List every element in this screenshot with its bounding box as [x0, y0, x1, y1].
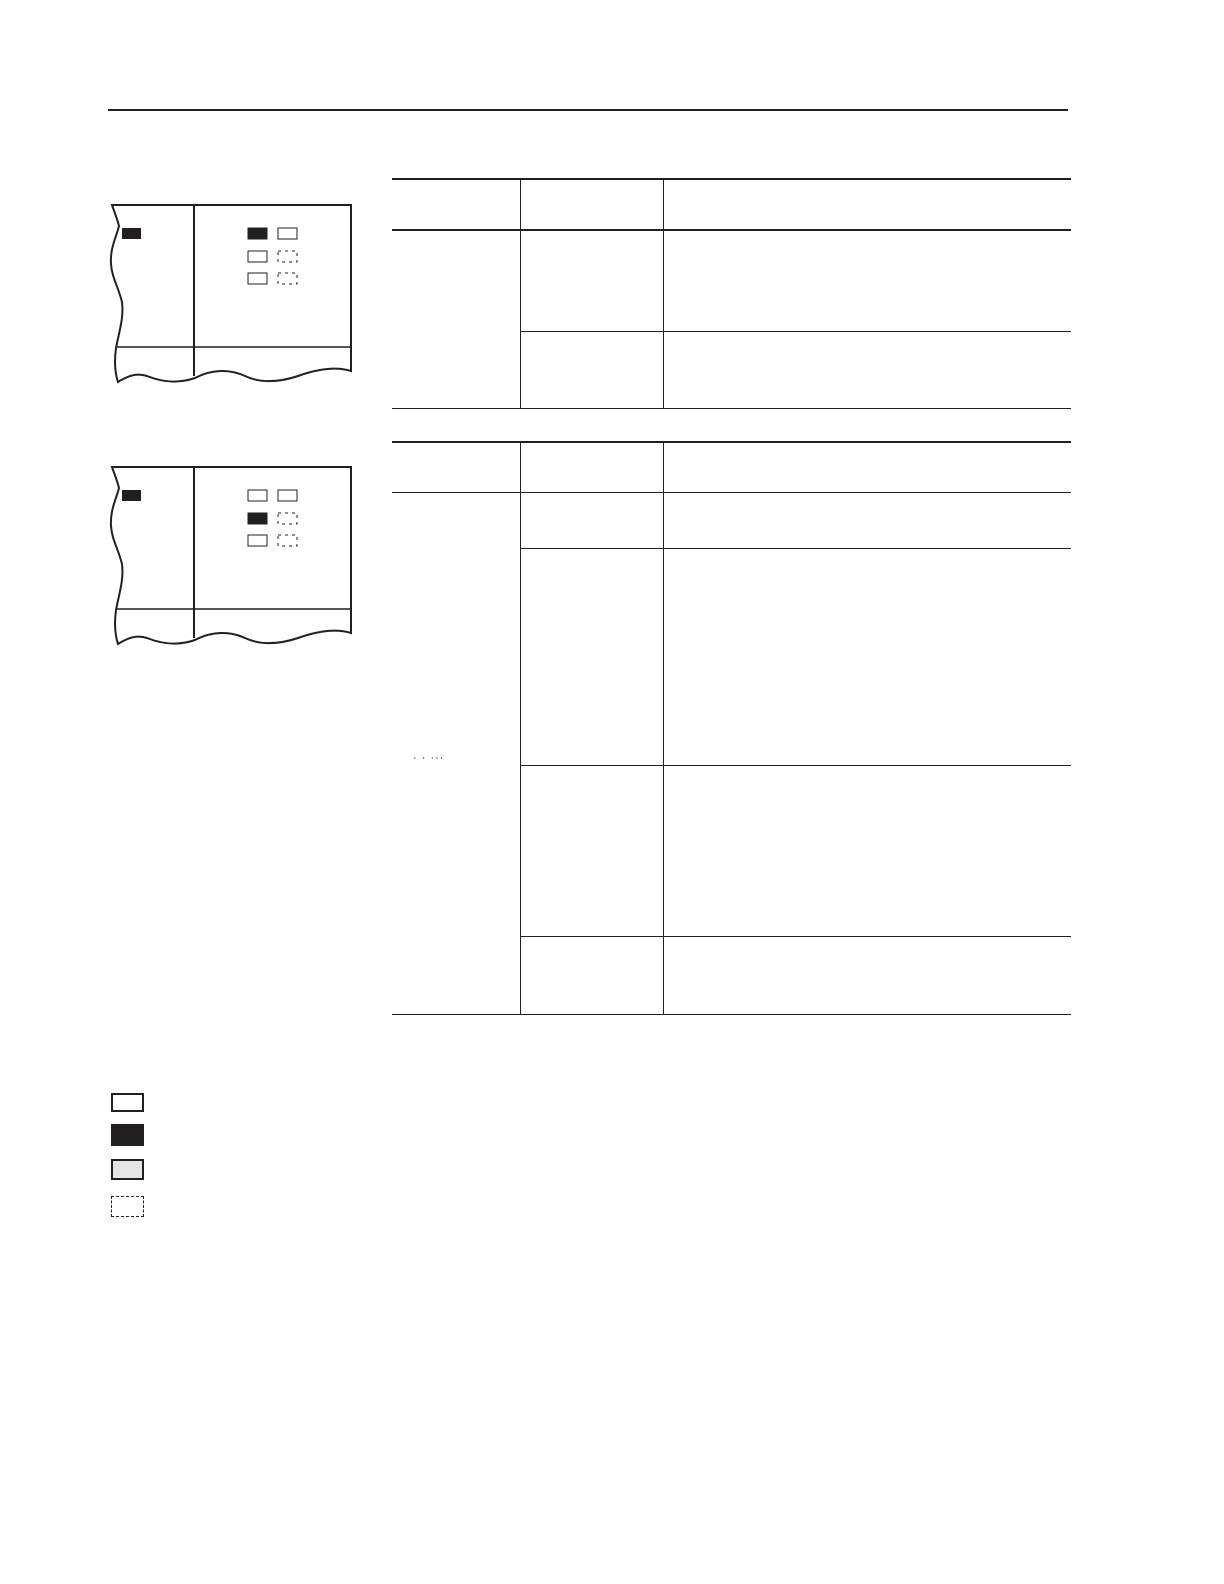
led-3a	[248, 535, 267, 546]
led-3a	[248, 273, 267, 284]
upper-table-header-rule	[392, 229, 1071, 231]
upper-table-top-rule	[392, 178, 1071, 180]
legend-flashing-swatch	[111, 1159, 144, 1180]
lower-table-stray-mark: · · ···	[413, 752, 445, 764]
lower-table-header-rule	[392, 492, 1071, 493]
lower-table-row-divider-3	[521, 936, 1071, 937]
legend-either-swatch	[111, 1196, 144, 1217]
header-rule	[108, 109, 1068, 111]
legend-on-swatch	[111, 1124, 144, 1146]
legend-off-swatch	[111, 1093, 144, 1112]
upper-table-row-divider	[521, 331, 1071, 332]
module-status-led	[122, 490, 141, 501]
lower-table-col-divider-1	[520, 442, 521, 1015]
status-diagram-1	[100, 198, 360, 388]
led-1a	[248, 228, 267, 239]
upper-table-col-divider-1	[520, 179, 521, 409]
module-status-led	[122, 228, 141, 239]
lower-table-row-divider-1	[521, 548, 1071, 549]
led-2a	[248, 251, 267, 262]
upper-table-bottom-rule	[392, 408, 1071, 409]
led-2a	[248, 513, 267, 524]
lower-table-col-divider-2	[663, 442, 664, 1015]
lower-table-top-rule	[392, 441, 1071, 443]
led-1b	[278, 490, 297, 501]
upper-table-col-divider-2	[663, 179, 664, 409]
lower-table-row-divider-2	[521, 765, 1071, 766]
led-1a	[248, 490, 267, 501]
led-1b	[278, 228, 297, 239]
status-diagram-2	[100, 460, 360, 650]
lower-table-bottom-rule	[392, 1014, 1071, 1015]
